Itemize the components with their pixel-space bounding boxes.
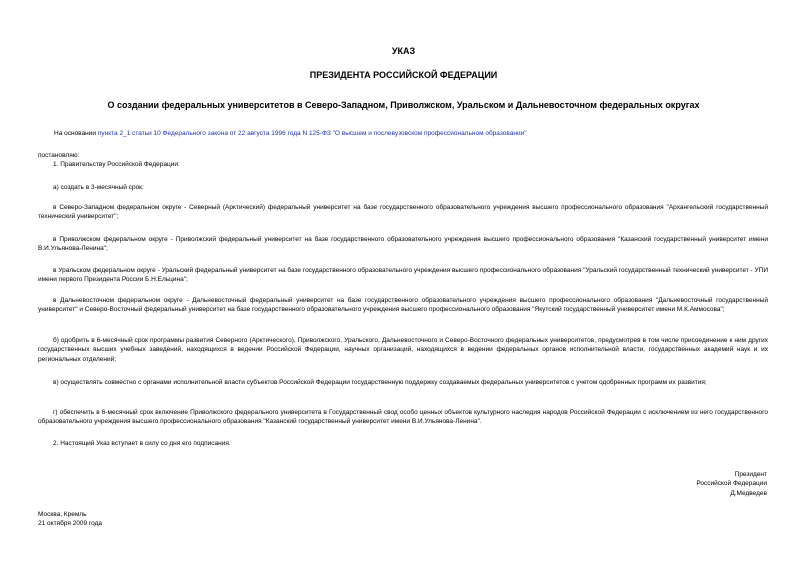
item-1a-far-east: в Дальневосточном федеральном округе - Дальневосточный федеральный университет на базе государственного образовательного учреждения высшего профессионального образования "Дальневосточный государственный университет" и Северо-Восточный федеральный университет на базе государственного образовательного учреждения высшего профессионального образования "Якутский государственный университет имени М.К.Аммосова";: [38, 297, 768, 314]
date: 21 октября 2009 года: [38, 520, 103, 528]
signature-title: Президент: [734, 471, 767, 478]
item-1c: в) осуществлять совместно с органами исполнительной власти субъектов Российской Федерации государственную поддержку создаваемых федеральных университетов с учетом одобренных программ их развития;: [53, 379, 707, 386]
place-date-block: [38, 510, 102, 529]
item-1a-ural: в Уральском федеральном округе - Уральский федеральный университет на базе государственного образовательного учреждения высшего профессионального образования "Уральский государственный технический университет - УПИ имени первого Президента России Б.Н.Ельцина";: [38, 267, 768, 284]
decree-word: постановляю:: [38, 152, 80, 159]
item-2: 2. Настоящий Указ вступает в силу со дня его подписания.: [53, 440, 231, 447]
legal-basis-prefix: На основании: [54, 130, 98, 137]
item-1: 1. Правительству Российской Федерации:: [53, 161, 180, 168]
item-1a-volga: в Приволжском федеральном округе - Приволжский федеральный университет на базе государственного образовательного учреждения высшего профессионального образования "Казанский государственный университет имени В.И.Ульянова-Ленина";: [38, 236, 768, 253]
signature-country: Российской Федерации: [696, 480, 767, 488]
item-1a: а) создать в 3-месячный срок:: [53, 184, 144, 191]
item-1d: г) обеспечить в 6-месячный срок включение Приволжского федерального университета в Государственный свод особо ценных объектов культурного наследия народов Российской Федерации с исключением из него государственного образовательного учреждения высшего профессионального образования "Казанский государственный университет имени В.И.Ульянова-Ленина".: [38, 409, 768, 426]
legal-basis-link[interactable]: пункта 2_1 статьи 10 Федерального закона от 22 августа 1996 года N 125-ФЗ "О высшем и послевузовском профессиональном образовании": [97, 130, 527, 137]
signature-block: [696, 470, 767, 498]
legal-basis: [54, 129, 774, 138]
document-title: УКАЗ: [391, 46, 416, 56]
signature-name: Д.Медведев: [730, 489, 767, 497]
document-issuer: ПРЕЗИДЕНТА РОССИЙСКОЙ ФЕДЕРАЦИИ: [309, 70, 498, 80]
item-1b: б) одобрить в 6-месячный срок программы развития Северного (Арктического), Приволжского, Уральского, Дальневосточного и Северо-Восточного федеральных университетов, предусмотрев в том числе присоединение к ним других государственных высших учебных заведений, находящихся в ведении Российской Федерации, научных организаций, находящихся в ведении федеральных органов исполнительной власти, государственных академий наук и их региональных отделений;: [38, 337, 768, 363]
place: Москва, Кремль: [38, 511, 87, 518]
document-subject: О создании федеральных университетов в Северо-Западном, Приволжском, Уральском и Дальневосточном федеральных округах: [107, 100, 700, 110]
item-1a-northwest: в Северо-Западном федеральном округе - Северный (Арктический) федеральный университет на базе государственного образовательного учреждения высшего профессионального образования "Архангельский государственный технический университет";: [38, 204, 768, 221]
